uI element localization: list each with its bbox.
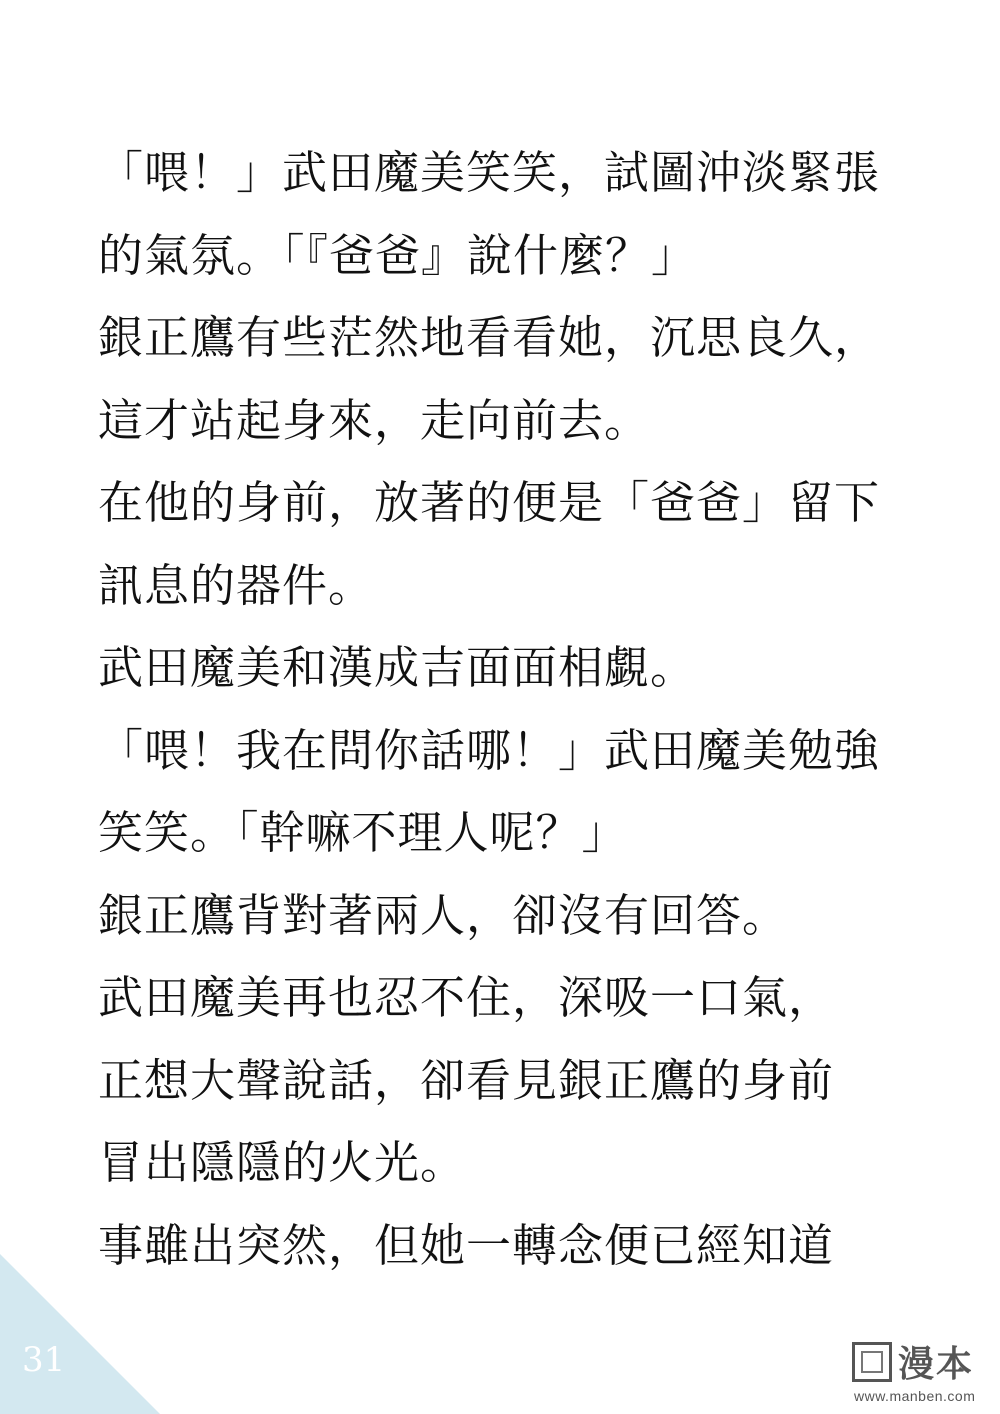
text-line: 的氣氛。「『爸爸』說什麼？」	[98, 228, 698, 282]
text-line: 「喂！」武田魔美笑笑，試圖沖淡緊張	[98, 146, 881, 199]
text-line: 訊息的器件。	[98, 558, 375, 612]
text-line: 武田魔美再也忍不住，深吸一口氣，	[98, 971, 835, 1024]
page-number: 31	[22, 1340, 66, 1380]
text-line: 在他的身前，放著的便是「爸爸」留下	[98, 476, 881, 529]
text-line: 武田魔美和漢成吉面面相覷。	[98, 641, 697, 694]
watermark-logo-icon	[852, 1342, 892, 1382]
text-line: 這才站起身來，走向前去。	[98, 393, 651, 447]
text-line: 銀正鷹背對著兩人，卻沒有回答。	[98, 888, 789, 942]
text-line: 「喂！我在問你話哪！」武田魔美勉強	[98, 723, 881, 777]
corner-decoration	[0, 1254, 160, 1414]
watermark-name: 漫本	[898, 1344, 975, 1385]
watermark-url: www.manben.com	[854, 1388, 976, 1404]
text-line: 笑笑。「幹嘛不理人呢？」	[98, 806, 628, 859]
watermark	[852, 1340, 988, 1404]
text-line: 冒出隱隱的火光。	[98, 1136, 467, 1189]
text-line: 正想大聲說話，卻看見銀正鷹的身前	[98, 1053, 835, 1107]
text-line: 銀正鷹有些茫然地看看她，沉思良久，	[98, 311, 881, 364]
text-line: 事雖出突然，但她一轉念便已經知道	[98, 1218, 835, 1272]
body-text	[98, 132, 978, 1287]
